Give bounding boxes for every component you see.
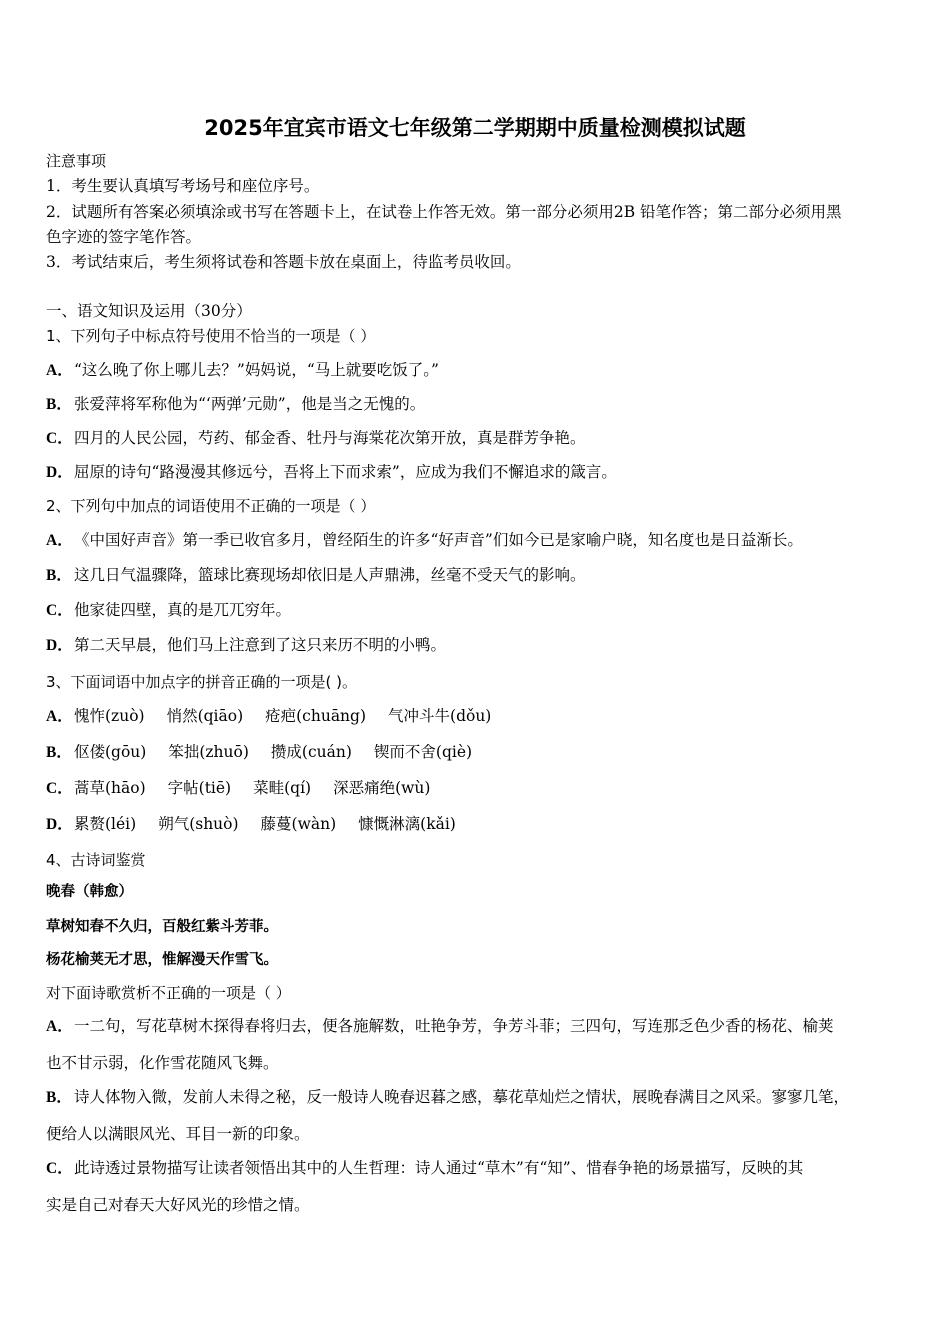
notice-item: 色字迹的签字笔作答。 — [46, 228, 202, 246]
pinyin-word: 锲而不舍(qiè) — [373, 743, 473, 761]
option-label: D． — [46, 637, 73, 654]
option-continuation: 也不甘示弱，化作雪花随风飞舞。 — [46, 1054, 279, 1072]
option-text: 此诗透过景物描写让读者领悟出其中的人生哲理：诗人通过“草木”有“知”、惜春争艳的场景描写，反映的其 — [74, 1159, 804, 1177]
question-3-stem: 3、下面词语中加点字的拼音正确的一项是( )。 — [46, 673, 358, 691]
option-label: C． — [46, 1160, 73, 1177]
pinyin-word: 攒成(cuán) — [270, 743, 352, 761]
question-1-stem: 1、下列句子中标点符号使用不恰当的一项是（ ） — [46, 327, 376, 345]
q4-option-c — [46, 1158, 803, 1179]
option-text: 他家徒四壁，真的是兀兀穷年。 — [74, 601, 292, 619]
option-label: D． — [46, 464, 73, 481]
option-text: 第二天早晨，他们马上注意到了这只来历不明的小鸭。 — [74, 636, 447, 654]
q4-option-b — [46, 1087, 849, 1108]
pinyin-word: 蒿草(hāo) — [74, 779, 146, 797]
pinyin-word: 藤蔓(wàn) — [260, 815, 337, 833]
pinyin-word: 累赘(léi) — [74, 815, 137, 833]
option-text: 张爱萍将军称他为“‘两弹’元勋”，他是当之无愧的。 — [74, 395, 426, 413]
pinyin-word: 气冲斗牛(dǒu) — [388, 707, 492, 725]
pinyin-word: 深恶痛绝(wù) — [333, 779, 431, 797]
notice-item: 1．考生要认真填写考场号和座位序号。 — [46, 177, 320, 195]
option-label: A． — [46, 1018, 73, 1035]
option-label: B． — [46, 396, 72, 413]
q1-option-d — [46, 462, 617, 483]
option-text: 四月的人民公园，芍药、郁金香、牡丹与海棠花次第开放，真是群芳争艳。 — [74, 429, 586, 447]
poem-title: 晚春（韩愈） — [46, 883, 133, 900]
q1-option-a — [46, 360, 439, 381]
pinyin-word: 菜畦(qí) — [253, 779, 312, 797]
q1-option-b — [46, 394, 425, 415]
q1-option-c — [46, 428, 586, 449]
q2-option-b — [46, 565, 586, 586]
section-heading: 一、语文知识及运用（30分） — [46, 302, 252, 320]
pinyin-word: 悄然(qiāo) — [166, 707, 244, 725]
q2-option-d — [46, 635, 446, 656]
page-title: 2025年宜宾市语文七年级第二学期期中质量检测模拟试题 — [204, 116, 746, 140]
option-text: 《中国好声音》第一季已收官多月，曾经陌生的许多“好声音”们如今已是家喻户晓，知名度也是日益渐长。 — [74, 531, 803, 549]
option-label: C． — [46, 430, 73, 447]
notice-item: 3．考试结束后，考生须将试卷和答题卡放在桌面上，待监考员收回。 — [46, 253, 521, 271]
pinyin-word: 愧怍(zuò) — [74, 707, 145, 725]
q3-option-d — [46, 814, 478, 835]
notice-item: 2．试题所有答案必须填涂或书写在答题卡上，在试卷上作答无效。第一部分必须用2B 铅笔作答；第二部分必须用黑 — [46, 203, 842, 221]
option-label: C． — [46, 780, 73, 797]
question-4-prompt: 对下面诗歌赏析不正确的一项是（ ） — [46, 984, 291, 1002]
option-text: 诗人体物入微，发前人未得之秘，反一般诗人晚春迟暮之感，摹花草灿烂之情状，展晚春满目之风采。寥寥几笔， — [74, 1088, 850, 1106]
q3-option-a — [46, 706, 513, 727]
option-text: 一二句，写花草树木探得春将归去，便各施解数，吐艳争芳，争芳斗菲；三四句，写连那乏色少香的杨花、榆荚 — [74, 1017, 834, 1035]
option-label: A． — [46, 532, 73, 549]
poem-line: 草树知春不久归，百般红紫斗芳菲。 — [46, 918, 278, 935]
poem-line: 杨花榆荚无才思，惟解漫天作雪飞。 — [46, 951, 278, 968]
question-4-stem: 4、古诗词鉴赏 — [46, 851, 146, 869]
q3-option-c — [46, 778, 452, 799]
option-text: 这几日气温骤降，篮球比赛现场却依旧是人声鼎沸，丝毫不受天气的影响。 — [74, 566, 586, 584]
pinyin-word: 慷慨淋漓(kǎi) — [358, 815, 456, 833]
q4-option-a — [46, 1016, 834, 1037]
option-label: D． — [46, 816, 73, 833]
option-continuation: 便给人以满眼风光、耳目一新的印象。 — [46, 1125, 310, 1143]
notice-heading: 注意事项 — [46, 152, 107, 170]
q2-option-a — [46, 530, 803, 551]
pinyin-word: 伛偻(gōu) — [74, 743, 147, 761]
option-continuation: 实是自己对春天大好风光的珍惜之情。 — [46, 1196, 310, 1214]
pinyin-word: 疮疤(chuāng) — [265, 707, 367, 725]
option-text: “这么晚了你上哪儿去？”妈妈说，“马上就要吃饭了。” — [74, 361, 439, 379]
q3-option-b — [46, 742, 494, 763]
question-2-stem: 2、下列句中加点的词语使用不正确的一项是（ ） — [46, 497, 376, 515]
option-label: B． — [46, 1089, 72, 1106]
option-label: A． — [46, 708, 73, 725]
pinyin-word: 朔气(shuò) — [158, 815, 239, 833]
q2-option-c — [46, 600, 291, 621]
pinyin-word: 字帖(tiē) — [167, 779, 232, 797]
option-label: A． — [46, 362, 73, 379]
option-label: B． — [46, 567, 72, 584]
pinyin-word: 笨拙(zhuō) — [168, 743, 249, 761]
option-label: C． — [46, 602, 73, 619]
option-label: B． — [46, 744, 72, 761]
option-text: 屈原的诗句“路漫漫其修远兮，吾将上下而求索”，应成为我们不懈追求的箴言。 — [74, 463, 617, 481]
